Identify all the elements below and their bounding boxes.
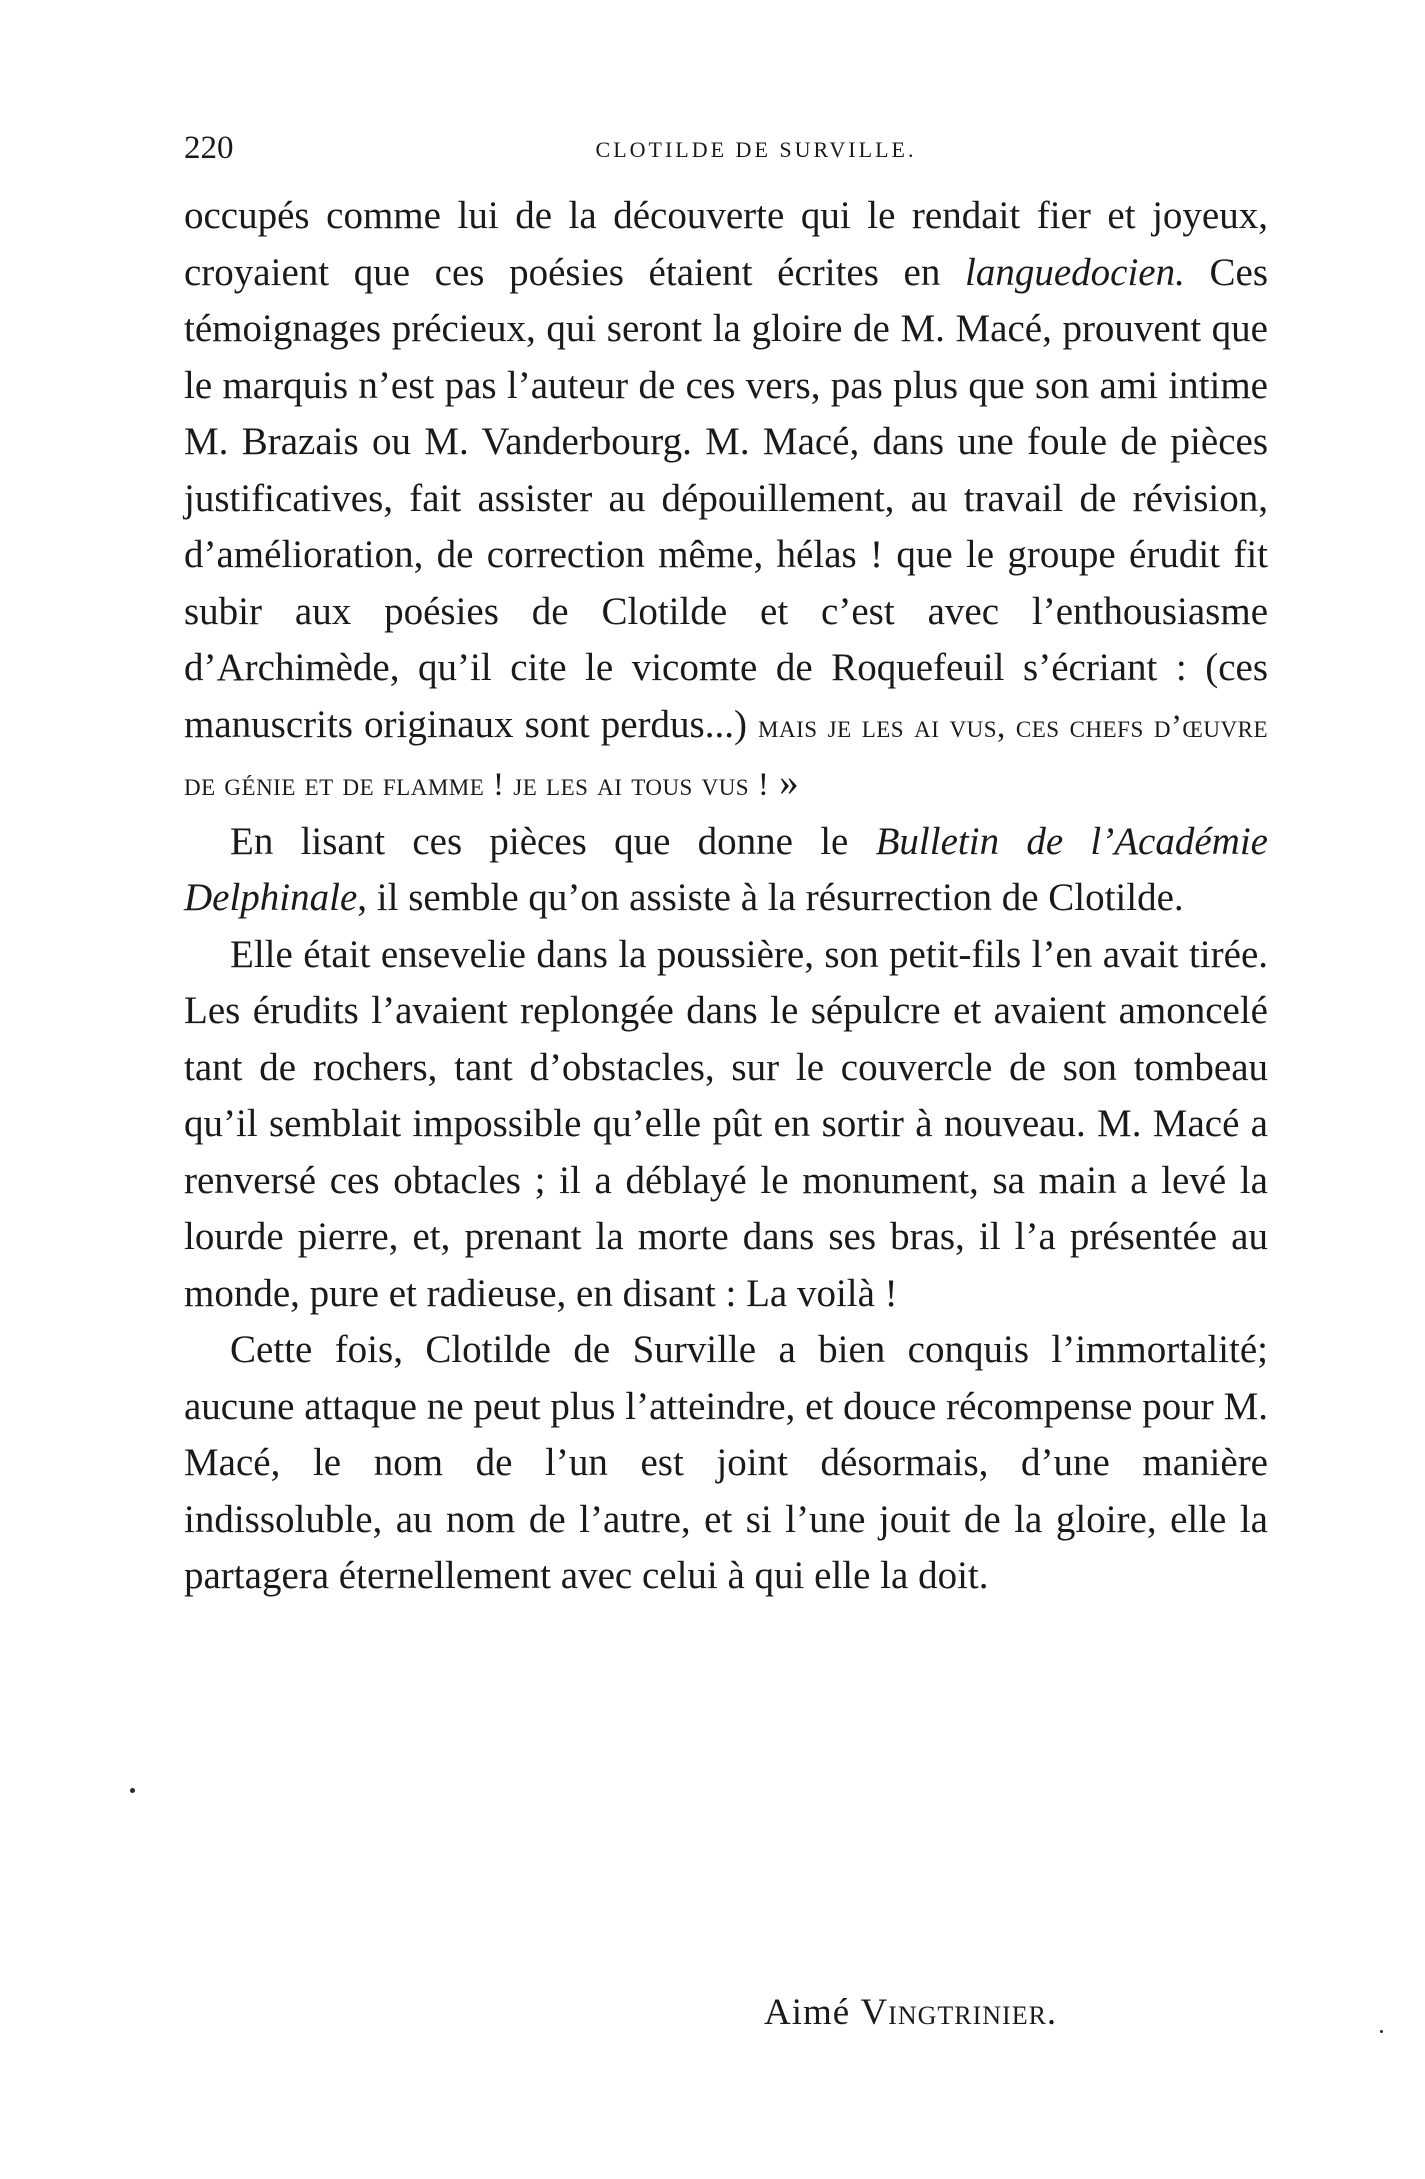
print-speck: [1380, 2030, 1383, 2033]
page-header: [184, 128, 1268, 182]
signature-surname: Vingtrinier.: [860, 1992, 1058, 2033]
page-number: 220: [184, 130, 234, 166]
running-title: CLOTILDE DE SURVILLE.: [595, 137, 917, 162]
paragraph-2: [184, 814, 1268, 927]
signature: [764, 1988, 1057, 2038]
paragraph-1-text-c: Ces témoignages précieux, qui seront la gloire de M. Macé, prouvent que le marquis n’est pas l’auteur de ces vers, pas plus que son ami intime M. Brazais ou M. Vanderbourg. M. Macé, dans une foule de pièces justificatives, fait assister au dépouillement, au travail de révision, d’amélioration, de correction même, hélas ! que le groupe érudit fit subir aux poésies de Clotilde et c’est avec l’enthousiasme d’Archimède, qu’il cite le vicomte de Roquefeuil s’écriant : (ces manuscrits originaux sont perdus...): [184, 250, 1268, 746]
paragraph-2-bulletin-title: Bulletin de l’Académie Delphinale: [184, 819, 1268, 919]
paragraph-4: Cette fois, Clotilde de Surville a bien conquis l’immortalité; aucune attaque ne peut plus l’atteindre, et douce récompense pour M. Macé, le nom de l’un est joint désormais, d’une manière indissoluble, au nom de l’autre, et si l’une jouit de la gloire, elle la partagera éternellement avec celui à qui elle la doit.: [184, 1328, 1268, 1597]
paragraph-1-italic-word: languedocien.: [965, 250, 1185, 294]
paragraph-3: Elle était ensevelie dans la poussière, son petit-fils l’en avait tirée. Les érudits l’avaient replongée dans le sépulcre et avaient amoncelé tant de rochers, tant d’obstacles, sur le couvercle de son tombeau qu’il semblait impossible qu’elle pût en sortir à nouveau. M. Macé a renversé ces obtacles ; il a déblayé le monument, sa main a levé la lourde pierre, et, prenant la morte dans ses bras, il l’a présentée au monde, pure et radieuse, en disant : La voilà !: [184, 932, 1268, 1315]
paragraph-1-closing-quote: »: [769, 761, 799, 804]
paragraph-2-text-a: En lisant ces pièces que donne le: [230, 819, 876, 863]
body-text: [184, 188, 1268, 1605]
signature-first-name: Aimé: [764, 1992, 851, 2033]
book-page: [184, 128, 1268, 2088]
print-speck: [130, 1788, 135, 1793]
paragraph-1-text-a: occupés comme lui de la découverte qui le rendait fier et joyeux, croyaient que ces poésies étaient écrites en: [184, 194, 1268, 294]
paragraph-2-text-c: , il semble qu’on assiste à la résurrection de Clotilde.: [357, 876, 1184, 919]
paragraph-1: [184, 188, 1268, 814]
paragraph-1-smallcaps-quote: mais je les ai vus, ces chefs d’œuvre de génie et de flamme ! je les ai tous vus !: [184, 708, 1268, 803]
